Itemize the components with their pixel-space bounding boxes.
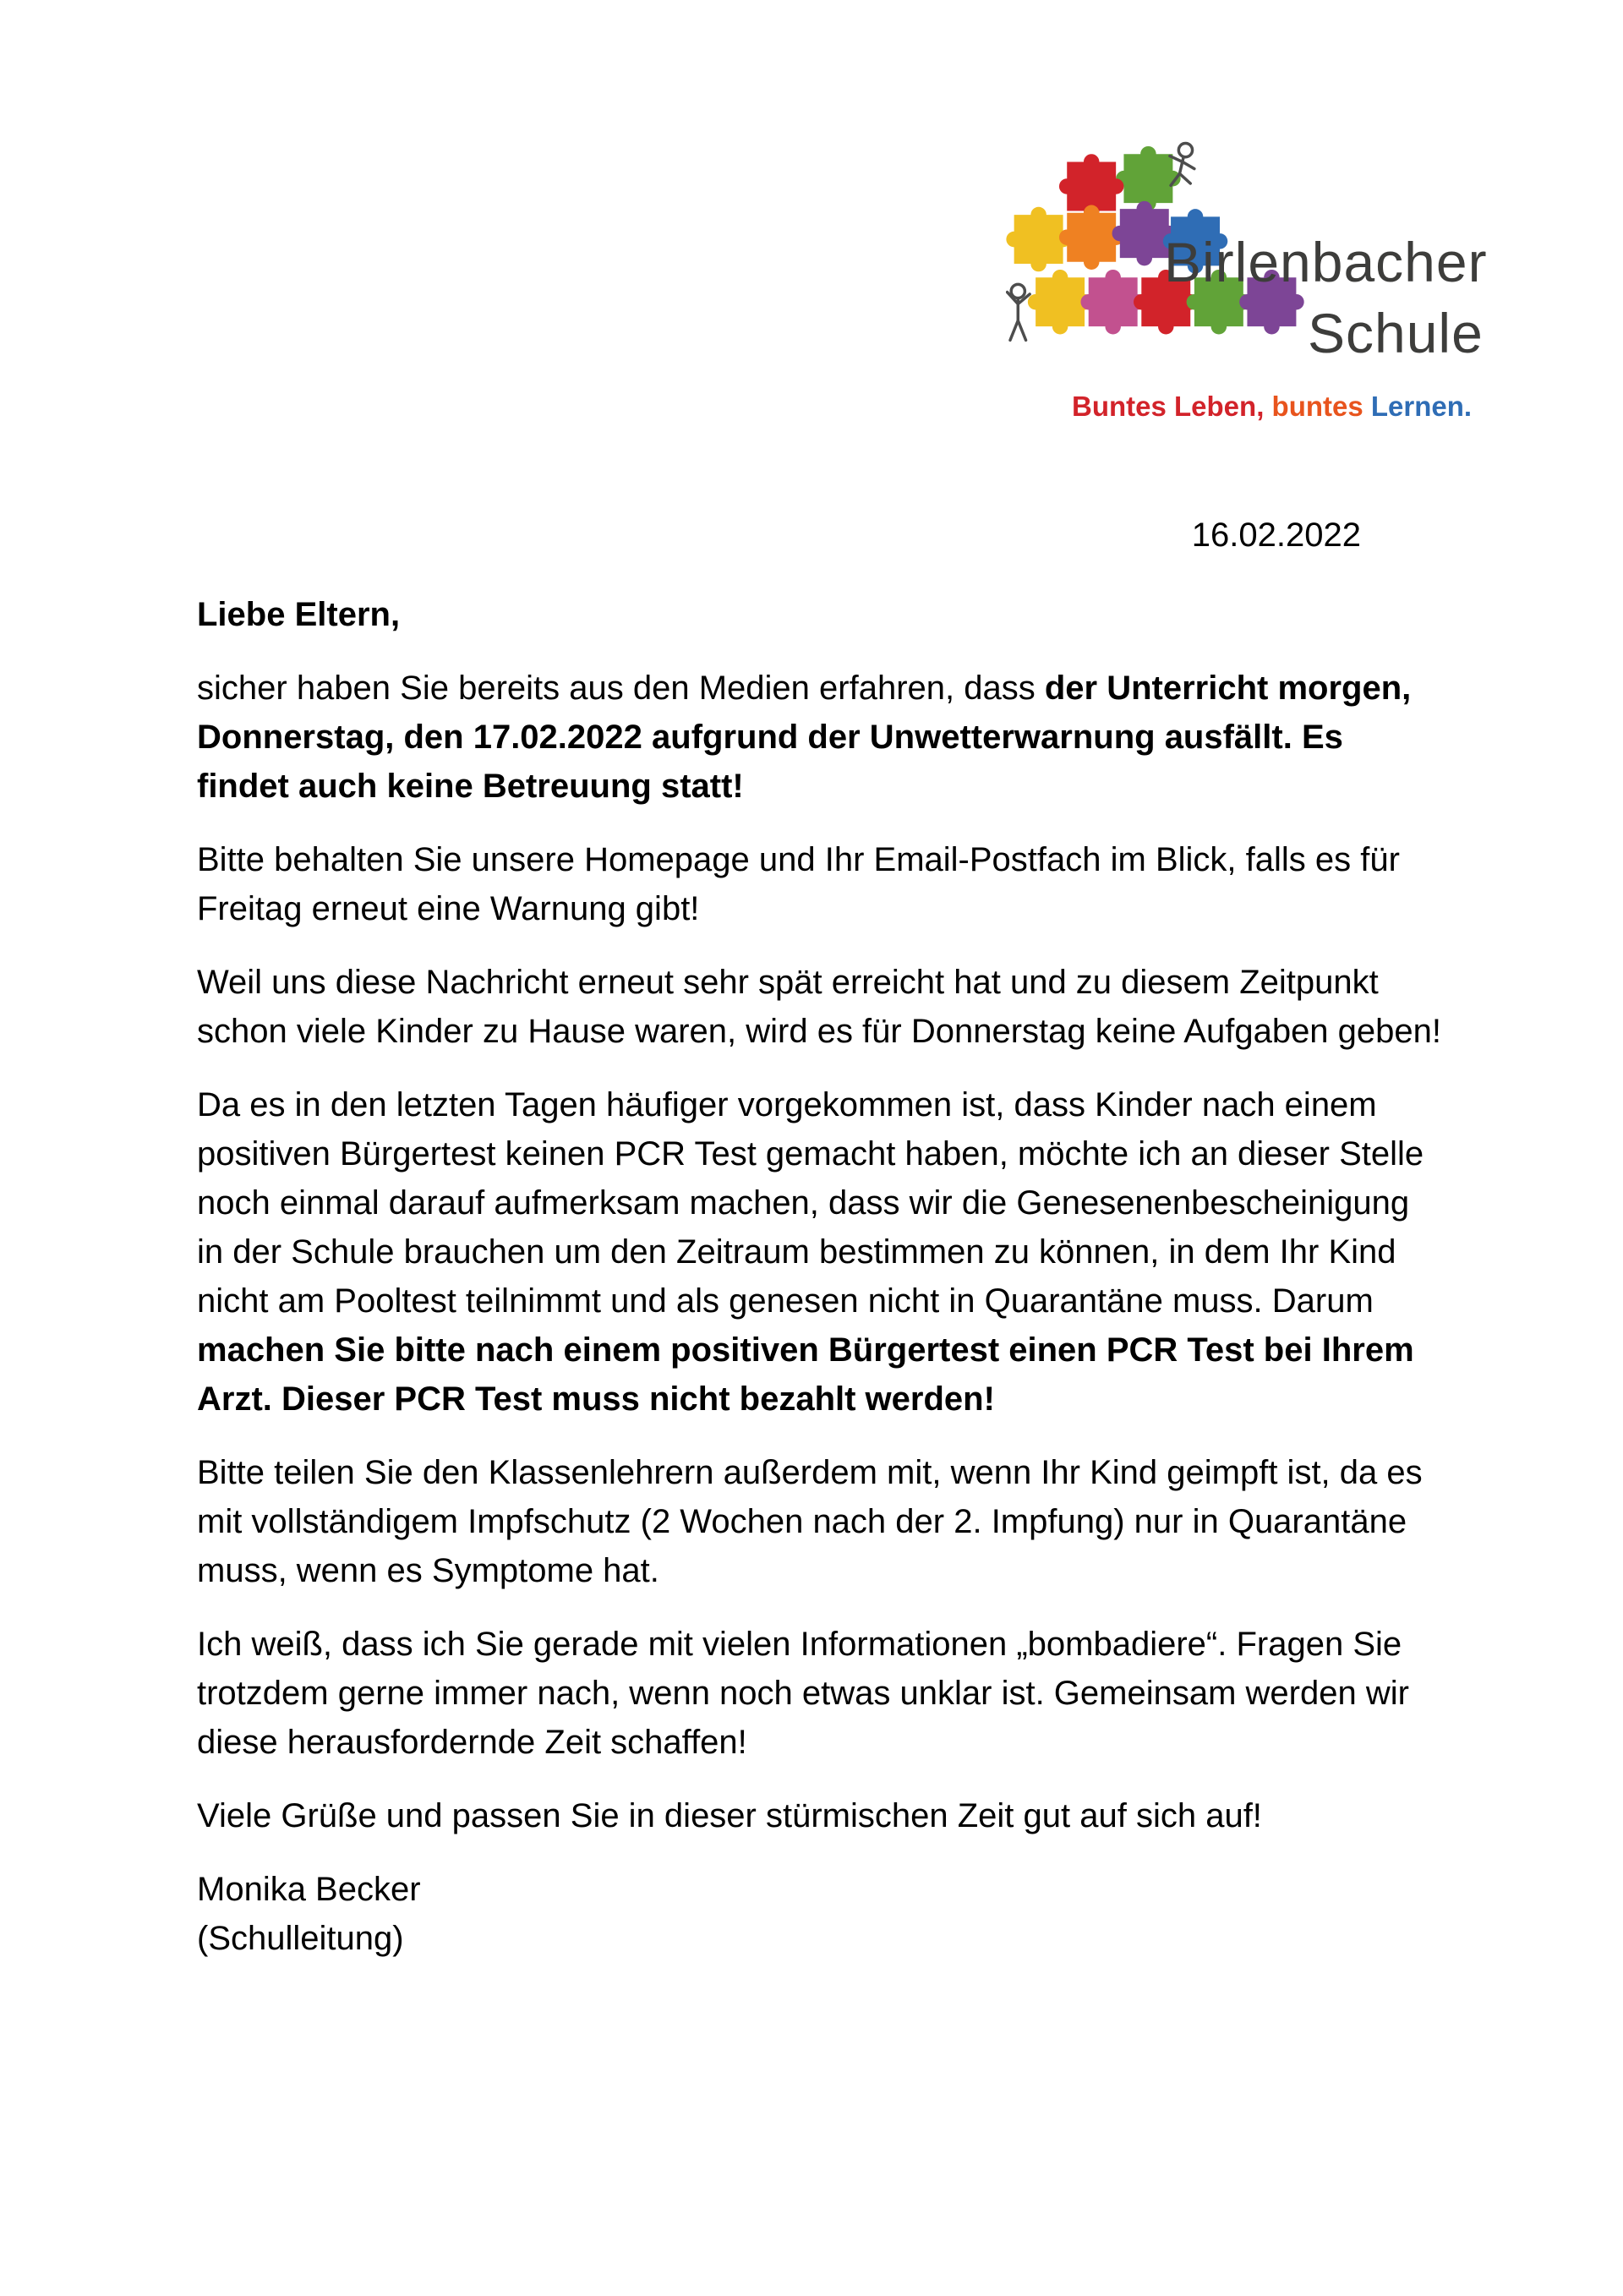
tagline-seg1: Buntes Leben: [1072, 391, 1257, 422]
salutation: Liebe Eltern,: [197, 596, 401, 633]
paragraph-4-text: Da es in den letzten Tagen häufiger vorgekommen ist, dass Kinder nach einem positiven Bürgertest keinen PCR Test gemacht haben, möchte ich an dieser Stelle noch einmal darauf aufmerksam machen, dass wir die Genesenenbescheinigung in der Schule brauchen um den Zeitraum bestimmen zu können, in dem Ihr Kind nicht am Pooltest teilnimmt und als genesen nicht in Quarantäne muss. Darum: [197, 1086, 1424, 1320]
signature-block: [197, 1865, 1441, 1963]
paragraph-1-bold-text: der Unterricht morgen, Donnerstag, den 17.02.2022 aufgrund der Unwetterwarnung ausfällt. Es findet auch keine Betreuung statt!: [197, 670, 1412, 805]
school-logo: [1006, 140, 1547, 436]
school-name-line2: Schule: [1308, 302, 1484, 364]
paragraph-6-text: Ich weiß, dass ich Sie gerade mit vielen Informationen „bombadiere“. Fragen Sie trotzdem gerne immer nach, wenn noch etwas unklar ist. Gemeinsam werden wir diese herausfordernde Zeit schaffen!: [197, 1626, 1409, 1761]
tagline-seg2: ,: [1256, 391, 1272, 422]
paragraph-1: [197, 664, 1441, 811]
paragraph-3: [197, 958, 1441, 1056]
letter-date: 16.02.2022: [1191, 517, 1361, 554]
paragraph-6: [197, 1620, 1441, 1767]
paragraph-2-text: Bitte behalten Sie unsere Homepage und Ihr Email-Postfach im Blick, falls es für Freitag erneut eine Warnung gibt!: [197, 841, 1400, 927]
school-name-line1: Birlenbacher: [1164, 231, 1488, 293]
paragraph-4-bold-text: machen Sie bitte nach einem positiven Bürgertest einen PCR Test bei Ihrem Arzt. Dieser PCR Test muss nicht bezahlt werden!: [197, 1331, 1414, 1418]
paragraph-1-text: sicher haben Sie bereits aus den Medien erfahren, dass: [197, 670, 1045, 707]
tagline-seg3: buntes: [1271, 391, 1363, 422]
school-tagline: [1072, 391, 1472, 423]
letter-content: [0, 511, 1623, 1963]
paragraph-2: [197, 835, 1441, 933]
paragraph-3-text: Weil uns diese Nachricht erneut sehr spät erreicht hat und zu diesem Zeitpunkt schon viele Kinder zu Hause waren, wird es für Donnerstag keine Aufgaben geben!: [197, 964, 1442, 1050]
paragraph-4: [197, 1080, 1441, 1424]
signature-role: (Schulleitung): [197, 1920, 404, 1957]
paragraph-5-text: Bitte teilen Sie den Klassenlehrern außerdem mit, wenn Ihr Kind geimpft ist, da es mit vollständigem Impfschutz (2 Wochen nach der 2. Impfung) nur in Quarantäne muss, wenn es Symptome hat.: [197, 1454, 1423, 1589]
child-figure-left-icon: [1008, 284, 1030, 340]
paragraph-7-closing: [197, 1791, 1441, 1840]
tagline-seg4: Lernen.: [1363, 391, 1473, 422]
signature-name: Monika Becker: [197, 1871, 421, 1908]
closing-text: Viele Grüße und passen Sie in dieser stürmischen Zeit gut auf sich auf!: [197, 1797, 1262, 1834]
paragraph-5: [197, 1448, 1441, 1595]
